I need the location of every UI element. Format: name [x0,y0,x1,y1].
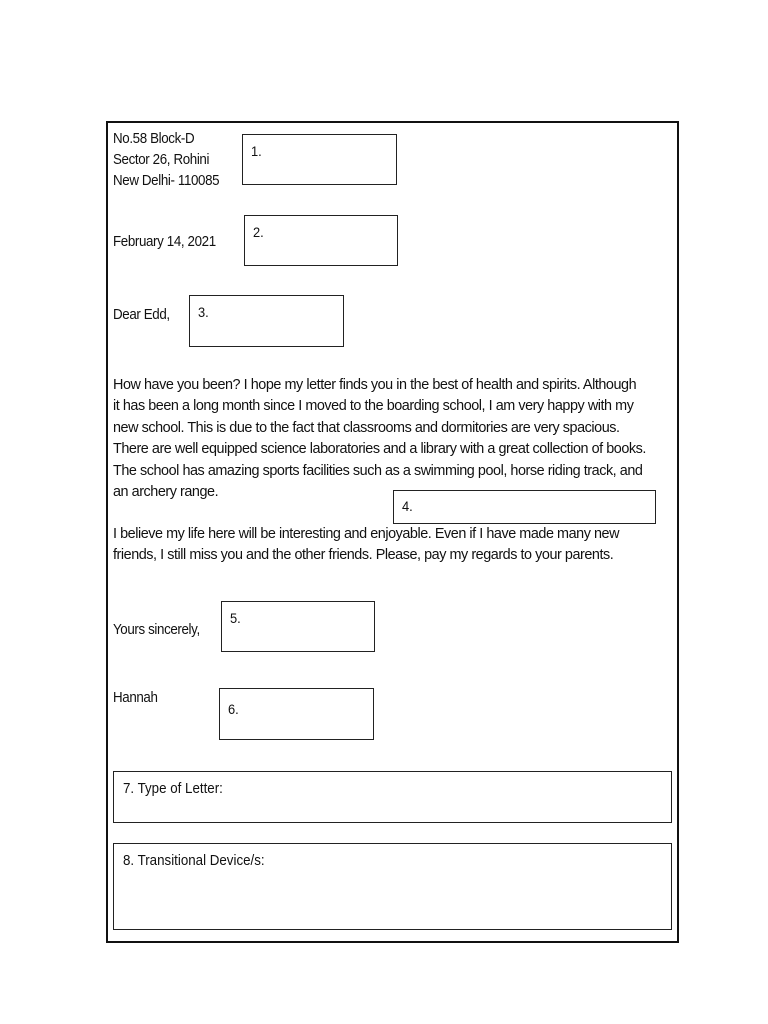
answer-box-1[interactable] [242,134,397,185]
answer-box-3[interactable] [189,295,344,347]
answer-box-2[interactable] [244,215,398,266]
transitional-devices-label: 8. Transitional Device/s: [123,853,265,869]
type-of-letter-label: 7. Type of Letter: [123,781,223,797]
address-line-2: Sector 26, Rohini [113,152,210,168]
answer-box-5[interactable] [221,601,375,652]
complimentary-close: Yours sincerely, [113,622,200,638]
answer-box-6[interactable] [219,688,374,740]
answer-box-6-label: 6. [228,701,239,717]
body-line: The school has amazing sports facilities such as a swimming pool, horse riding track, and [113,462,643,479]
body-line: it has been a long month since I moved to the boarding school, I am very happy with my [113,398,634,415]
sender-address [113,129,219,192]
letter-date: February 14, 2021 [113,234,216,250]
body-line: new school. This is due to the fact that classrooms and dormitories are very spacious. [113,419,620,436]
body-line: friends, I still miss you and the other friends. Please, pay my regards to your parents. [113,547,614,564]
signature: Hannah [113,690,158,706]
answer-box-5-label: 5. [230,610,241,626]
type-of-letter-box[interactable] [113,771,672,823]
salutation: Dear Edd, [113,307,170,323]
body-line: There are well equipped science laboratories and a library with a great collection of books. [113,441,646,458]
address-line-3: New Delhi- 110085 [113,173,220,189]
answer-box-4[interactable] [393,490,656,524]
answer-box-3-label: 3. [198,304,209,320]
answer-box-1-label: 1. [251,143,262,159]
answer-box-2-label: 2. [253,224,264,240]
body-paragraph-2 [113,524,658,567]
answer-box-4-label: 4. [402,498,413,514]
address-line-1: No.58 Block-D [113,131,195,147]
body-line: I believe my life here will be interesting and enjoyable. Even if I have made many new [113,526,620,542]
transitional-devices-box[interactable] [113,843,672,930]
body-line: an archery range. [113,484,219,501]
body-line: How have you been? I hope my letter finds you in the best of health and spirits. Although [113,377,637,393]
body-paragraph-1 [113,375,658,503]
